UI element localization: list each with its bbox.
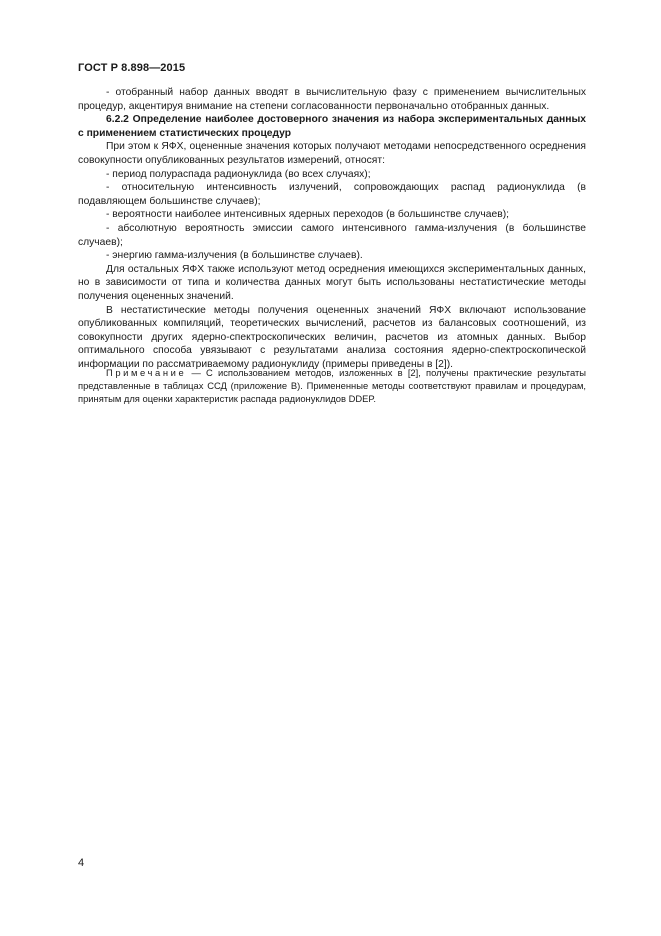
paragraph: В нестатистические методы получения оцененных значений ЯФХ включают использование опубликованных компиляций, теоретических вычислений, расчетов из балансовых соотношений, из совокупности других ядерно-спектроскопических величин, расчетов из атомных данных. Выбор оптимального способа увязывают с результатами анализа состояния ядерно-спектроскопической информации по рассматриваемому радионуклиду (примеры приведены в [2]). xyxy=(78,304,586,370)
paragraph: При этом к ЯФХ, оцененные значения которых получают методами непосредственного осреднения совокупности опубликованных результатов измерений, относят: xyxy=(78,141,586,166)
note-label: Примечание xyxy=(106,367,187,378)
section-heading: 6.2.2 Определение наиболее достоверного значения из набора экспериментальных данных с применением статистических процедур xyxy=(78,114,586,139)
page-number: 4 xyxy=(78,857,85,869)
note-paragraph xyxy=(78,366,586,405)
note-text: — С использованием методов, изложенных в [2], получены практические результаты представленные в таблицах ССД (приложение В). Примененные методы соответствуют правилам и процедурам, принятым для оценки характеристик распада радионуклидов DDEP. xyxy=(78,367,586,404)
list-item: - абсолютную вероятность эмиссии самого интенсивного гамма-излучения (в большинстве случаев); xyxy=(78,222,586,248)
paragraph: Для остальных ЯФХ также используют метод осреднения имеющихся экспериментальных данных, но в зависимости от типа и количества данных могут быть использованы нестатистические методы получения оцененных значений. xyxy=(78,263,586,302)
list-item: - относительную интенсивность излучений, сопровождающих распад радионуклида (в подавляющем большинстве случаев); xyxy=(78,182,586,207)
list-item: - вероятности наиболее интенсивных ядерных переходов (в большинстве случаев); xyxy=(106,209,509,221)
body-text xyxy=(78,86,586,371)
document-header: ГОСТ Р 8.898—2015 xyxy=(78,62,186,74)
note-block xyxy=(78,366,586,405)
paragraph: - отобранный набор данных вводят в вычислительную фазу с применением вычислительных процедур, акцентируя внимание на степени согласованности первоначально отобранных данных. xyxy=(78,87,586,112)
list-item: - период полураспада радионуклида (во всех случаях); xyxy=(106,168,371,180)
list-item: - энергию гамма-излучения (в большинстве случаев). xyxy=(106,250,363,262)
